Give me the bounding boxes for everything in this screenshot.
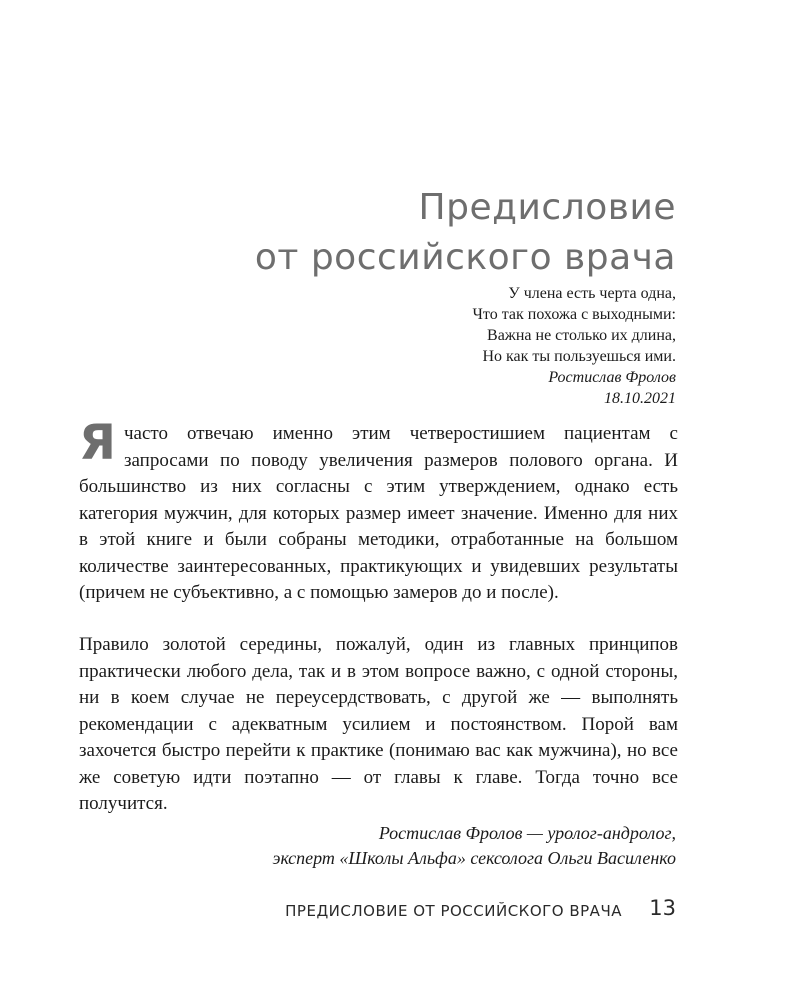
drop-cap: Я (79, 415, 116, 471)
page-number: 13 (649, 896, 676, 920)
chapter-title-line-1: Предисловие (418, 187, 676, 228)
chapter-title (255, 183, 676, 283)
epigraph (473, 283, 676, 409)
running-head: ПРЕДИСЛОВИЕ ОТ РОССИЙСКОГО ВРАЧА (285, 902, 622, 920)
chapter-title-line-2: от российского врача (254, 237, 676, 278)
epigraph-author: Ростислав Фролов (548, 369, 676, 386)
epigraph-line-4: Но как ты пользуешься ими. (482, 348, 676, 365)
body-paragraph-1-text: часто отвечаю именно этим четверостишием пациентам с запросами по поводу увеличения размеров полового органа. И большинство из них согласны с этим утверждением, однако есть категория мужчин, для которых размер имеет значение. Именно для них в этой книге и были собраны методики, отработанные на большом количестве заинтересованных, практикующих и увидевших результаты (причем не субъективно, а с помощью замеров до и после). (79, 423, 678, 603)
signature (273, 821, 676, 871)
signature-line-1: Ростислав Фролов — уролог-андролог, (378, 823, 676, 843)
epigraph-line-2: Что так похожа с выходными: (472, 306, 676, 323)
body-paragraph-1 (79, 415, 678, 607)
body-paragraph-2: Правило золотой середины, пожалуй, один из главных принципов практически любого дела, так и в этом вопросе важно, с одной стороны, ни в коем случае не переусердствовать, с другой же — выполнять рекомендации с адекватным усилием и постоянством. Порой вам захочется быстро перейти к практике (понимаю вас как мужчина), но все же советую идти поэтапно — от главы к главе. Тогда точно все получится. (79, 634, 678, 814)
signature-line-2: эксперт «Школы Альфа» сексолога Ольги Василенко (272, 848, 676, 868)
epigraph-date: 18.10.2021 (604, 390, 676, 407)
epigraph-line-3: Важна не столько их длина, (487, 327, 676, 344)
epigraph-line-1: У члена есть черта одна, (508, 285, 676, 302)
